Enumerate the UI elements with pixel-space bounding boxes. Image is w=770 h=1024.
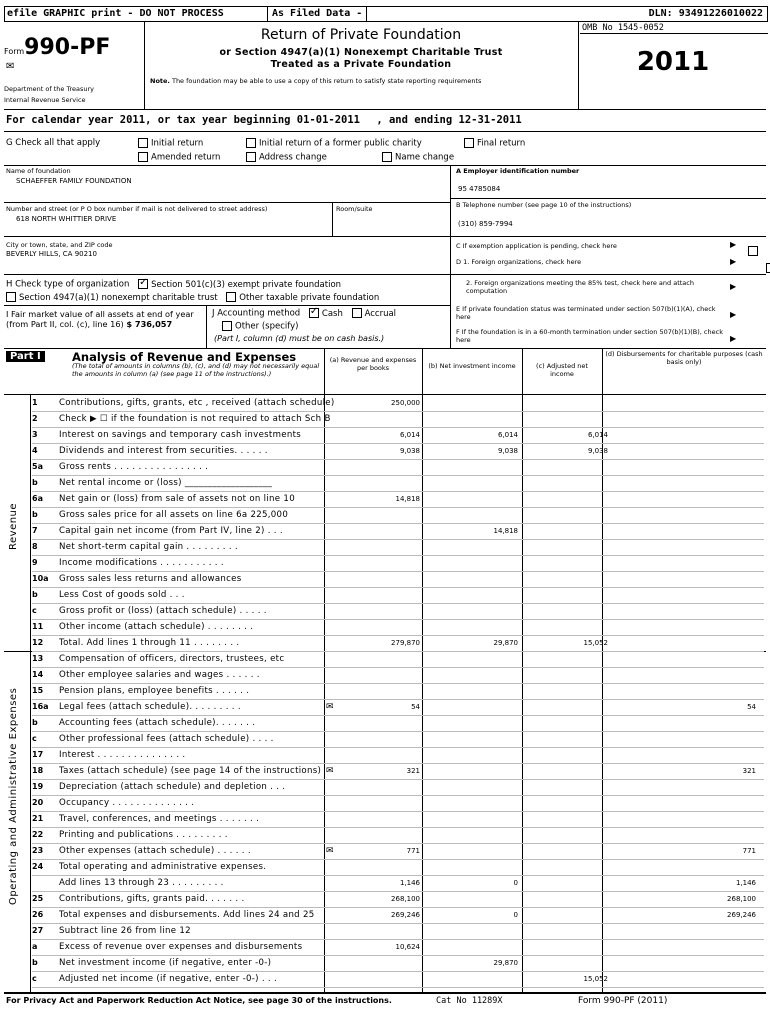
table-row xyxy=(32,555,764,571)
note-label: Note. xyxy=(150,77,170,85)
line-number: b xyxy=(32,958,38,967)
line-number: c xyxy=(32,734,37,743)
d1-arrow-icon: ▶ xyxy=(730,257,737,266)
checkbox-checked-icon[interactable] xyxy=(138,279,148,289)
part1-tag: Part I xyxy=(6,351,45,362)
col-a-value: 268,100 xyxy=(391,895,420,903)
city-value: BEVERLY HILLS, CA 90210 xyxy=(6,250,97,258)
col-b-header: (b) Net investment income xyxy=(428,362,516,370)
table-row xyxy=(32,971,764,987)
line-label: Gross profit or (loss) (attach schedule) . . . . . xyxy=(59,606,267,616)
part1-title: Analysis of Revenue and Expenses xyxy=(72,350,297,364)
section-i xyxy=(6,309,202,329)
checkbox-icon[interactable] xyxy=(352,308,362,318)
org-name: SCHAEFFER FAMILY FOUNDATION xyxy=(16,177,132,185)
table-row xyxy=(32,843,764,859)
side-label-revenue: Revenue xyxy=(8,502,19,550)
line-label: Net short-term capital gain . . . . . . . . . xyxy=(59,542,238,552)
table-row xyxy=(32,891,764,907)
line-number: 22 xyxy=(32,830,44,839)
part1-note: (The total of amounts in columns (b), (c), and (d) may not necessarily equal the amounts in column (a) (see page 11 of the instructions).) xyxy=(72,362,320,378)
col-b-value: 29,870 xyxy=(493,959,518,967)
line-number: 3 xyxy=(32,430,38,439)
table-row xyxy=(32,795,764,811)
dept-irs: Internal Revenue Service xyxy=(4,96,86,104)
col-a-value: 1,146 xyxy=(399,879,420,887)
table-row xyxy=(32,827,764,843)
attachment-icon[interactable]: ✉ xyxy=(326,702,334,712)
table-row xyxy=(32,395,764,411)
line-label: Capital gain net income (from Part IV, line 2) . . . xyxy=(59,526,283,536)
line-number: 7 xyxy=(32,526,38,535)
tax-year: 2011 xyxy=(636,47,710,77)
table-row xyxy=(32,939,764,955)
table-row xyxy=(32,491,764,507)
check-all-section xyxy=(6,136,766,164)
line-label: Other professional fees (attach schedule) . . . . xyxy=(59,734,274,744)
line-number: c xyxy=(32,606,37,615)
chk-name-change[interactable] xyxy=(382,152,454,163)
checkbox-icon[interactable] xyxy=(246,138,256,148)
col-c-value: 15,052 xyxy=(583,639,608,647)
line-label: Total expenses and disbursements. Add lines 24 and 25 xyxy=(59,910,315,920)
org-name-label: Name of foundation xyxy=(6,167,71,175)
checkbox-icon[interactable] xyxy=(464,138,474,148)
checkbox-icon[interactable] xyxy=(226,292,236,302)
col-a-header: (a) Revenue and expenses per books xyxy=(329,356,417,372)
f-arrow-icon: ▶ xyxy=(730,334,737,343)
d1-checkbox[interactable] xyxy=(766,263,770,273)
line-number: 5a xyxy=(32,462,43,471)
d2-label: 2. Foreign organizations meeting the 85% test, check here and attach computation xyxy=(466,279,694,295)
col-b-value: 9,038 xyxy=(497,447,518,455)
option-label: Section 501(c)(3) exempt private foundation xyxy=(151,279,342,290)
line-label: Depreciation (attach schedule) and depletion . . . xyxy=(59,782,286,792)
line-label: Total. Add lines 1 through 11 . . . . . . . . xyxy=(59,638,240,648)
line-label: Net rental income or (loss) ___________________ xyxy=(59,478,273,488)
form-title: Return of Private Foundation xyxy=(260,27,462,43)
line-label: Occupancy . . . . . . . . . . . . . . xyxy=(59,798,195,808)
h-label: H Check type of organization xyxy=(6,279,130,290)
col-a-value: 269,246 xyxy=(391,911,420,919)
efile-icon: ✉ xyxy=(6,61,15,72)
line-label: Net investment income (if negative, enter -0-) xyxy=(59,958,272,968)
option-label: Section 4947(a)(1) nonexempt charitable trust xyxy=(19,292,218,303)
table-row xyxy=(32,651,764,667)
filed-label: As Filed Data - xyxy=(267,7,367,21)
line-label: Interest on savings and temporary cash investments xyxy=(59,430,302,440)
line-label: Total operating and administrative expenses. xyxy=(59,862,267,872)
col-b-value: 0 xyxy=(513,911,518,919)
line-label: Contributions, gifts, grants, etc , received (attach schedule) xyxy=(59,398,335,408)
top-bar xyxy=(4,6,768,22)
line-label: Pension plans, employee benefits . . . . . . xyxy=(59,686,250,696)
form-subtitle-1: or Section 4947(a)(1) Nonexempt Charitable Trust xyxy=(219,47,503,58)
h-opt2[interactable] xyxy=(6,293,218,303)
line-number: 6a xyxy=(32,494,43,503)
j-cash[interactable] xyxy=(309,309,343,319)
line-number: 13 xyxy=(32,654,44,663)
line-label: Adjusted net income (if negative, enter -0-) . . . xyxy=(59,974,277,984)
checkbox-icon[interactable] xyxy=(222,321,232,331)
line-number: 26 xyxy=(32,910,44,919)
line-label: Other income (attach schedule) . . . . . . . . xyxy=(59,622,254,632)
table-row xyxy=(32,731,764,747)
table-row xyxy=(32,507,764,523)
line-label: Interest . . . . . . . . . . . . . . . xyxy=(59,750,186,760)
line-label: Contributions, gifts, grants paid. . . . . . . xyxy=(59,894,245,904)
line-number: 19 xyxy=(32,782,44,791)
chk-amended-return[interactable] xyxy=(138,152,220,163)
table-row xyxy=(32,875,764,891)
table-row xyxy=(32,747,764,763)
chk-address-change[interactable] xyxy=(246,152,327,163)
section-h xyxy=(6,279,446,290)
table-row xyxy=(32,763,764,779)
table-row xyxy=(32,539,764,555)
table-row xyxy=(32,427,764,443)
checkbox-icon[interactable] xyxy=(6,292,16,302)
checkbox-icon[interactable] xyxy=(246,152,256,162)
line-label: Travel, conferences, and meetings . . . . . . . xyxy=(59,814,260,824)
street-value: 618 NORTH WHITTIER DRIVE xyxy=(16,215,117,223)
line-number: 15 xyxy=(32,686,44,695)
line-number: 21 xyxy=(32,814,44,823)
city-label: City or town, state, and ZIP code xyxy=(6,241,113,249)
line-label: Check ▶ ☐ if the foundation is not required to attach Sch B xyxy=(59,414,331,424)
line-number: 16a xyxy=(32,702,49,711)
col-d-value: 771 xyxy=(742,847,756,855)
line-label: Subtract line 26 from line 12 xyxy=(59,926,191,936)
col-a-value: 10,624 xyxy=(395,943,420,951)
c-checkbox[interactable] xyxy=(748,246,758,256)
footer-cat: Cat No 11289X xyxy=(436,996,503,1006)
line-number: 20 xyxy=(32,798,44,807)
line-number: 1 xyxy=(32,398,38,407)
col-c-value: 9,038 xyxy=(587,447,608,455)
line-number: 8 xyxy=(32,542,38,551)
line-number: b xyxy=(32,590,38,599)
line-number: 9 xyxy=(32,558,38,567)
note-text: The foundation may be able to use a copy of this return to satisfy state reporting requirements xyxy=(171,77,482,85)
col-c-header: (c) Adjusted net income xyxy=(536,362,588,378)
option-label: Amended return xyxy=(151,152,221,163)
side-label-expenses: Operating and Administrative Expenses xyxy=(8,687,19,905)
option-label: Other (specify) xyxy=(235,321,299,332)
col-b-value: 6,014 xyxy=(497,431,518,439)
attachment-icon[interactable]: ✉ xyxy=(326,766,334,776)
table-row xyxy=(32,411,764,427)
table-row xyxy=(32,459,764,475)
col-d-value: 54 xyxy=(747,703,756,711)
line-number: b xyxy=(32,510,38,519)
footer-form: Form 990-PF (2011) xyxy=(578,996,668,1006)
line-label: Excess of revenue over expenses and disbursements xyxy=(59,942,303,952)
option-label: Initial return xyxy=(151,138,204,149)
line-number: b xyxy=(32,718,38,727)
col-a-value: 9,038 xyxy=(399,447,420,455)
line-number: 4 xyxy=(32,446,38,455)
line-number: 12 xyxy=(32,638,44,647)
j-accrual[interactable] xyxy=(352,309,396,319)
f-label: F If the foundation is in a 60-month termination under section 507(b)(1)(B), check here xyxy=(456,328,723,344)
line-number: 11 xyxy=(32,622,44,631)
line-label: Compensation of officers, directors, trustees, etc xyxy=(59,654,285,664)
line-label: Add lines 13 through 23 . . . . . . . . . xyxy=(59,878,224,888)
table-row xyxy=(32,683,764,699)
line-number: 14 xyxy=(32,670,44,679)
form-word: Form xyxy=(4,47,25,56)
table-row xyxy=(32,955,764,971)
table-row xyxy=(32,699,764,715)
table-row xyxy=(32,635,764,651)
phone-value: (310) 859-7994 xyxy=(458,220,513,228)
form-id xyxy=(4,35,110,60)
col-d-header: (d) Disbursements for charitable purposes (cash basis only) xyxy=(605,350,763,366)
check-all-label: G Check all that apply xyxy=(6,138,101,148)
option-label: Initial return of a former public charity xyxy=(259,138,422,149)
option-label: Address change xyxy=(259,152,327,163)
dln-label: DLN: 93491226010022 xyxy=(648,8,763,19)
line-number: 25 xyxy=(32,894,44,903)
i-label: I Fair market value of all assets at end of year (from Part II, col. (c), line 16) xyxy=(6,309,194,329)
line-label: Income modifications . . . . . . . . . . . xyxy=(59,558,224,568)
efile-label: efile GRAPHIC print - DO NOT PROCESS xyxy=(7,8,224,19)
table-row xyxy=(32,907,764,923)
line-label: Taxes (attach schedule) (see page 14 of the instructions) xyxy=(59,766,322,776)
col-c-value: 6,014 xyxy=(587,431,608,439)
j-note: (Part I, column (d) must be on cash basis.) xyxy=(214,334,385,343)
j-label: J Accounting method xyxy=(212,308,301,319)
table-row xyxy=(32,603,764,619)
calendar-year-line xyxy=(6,114,522,126)
h-opt3[interactable] xyxy=(226,293,379,303)
line-label: Other employee salaries and wages . . . . . . xyxy=(59,670,260,680)
line-label: Gross sales less returns and allowances xyxy=(59,574,242,584)
line-number: 24 xyxy=(32,862,44,871)
line-number: 23 xyxy=(32,846,44,855)
line-label: Less Cost of goods sold . . . xyxy=(59,590,185,600)
table-row xyxy=(32,443,764,459)
checkbox-checked-icon[interactable] xyxy=(309,308,319,318)
ein-value: 95 4785084 xyxy=(458,185,501,193)
calendar-suffix: , and ending 12-31-2011 xyxy=(376,114,522,126)
line-label: Printing and publications . . . . . . . . . xyxy=(59,830,228,840)
table-row xyxy=(32,587,764,603)
checkbox-icon[interactable] xyxy=(138,152,148,162)
line-number: 10a xyxy=(32,574,49,583)
ein-label: A Employer identification number xyxy=(456,167,580,175)
chk-final-return[interactable] xyxy=(464,138,525,149)
table-row xyxy=(32,619,764,635)
option-label: Name change xyxy=(395,152,455,163)
col-d-value: 1,146 xyxy=(735,879,756,887)
form-header xyxy=(4,21,766,109)
line-number: c xyxy=(32,974,37,983)
section-h-row2 xyxy=(6,292,446,303)
c-arrow-icon: ▶ xyxy=(730,240,737,249)
line-number: 27 xyxy=(32,926,44,935)
line-label: Dividends and interest from securities. . . . . . xyxy=(59,446,268,456)
col-a-value: 6,014 xyxy=(399,431,420,439)
line-number: b xyxy=(32,478,38,487)
table-row xyxy=(32,475,764,491)
chk-initial-return[interactable] xyxy=(138,138,203,149)
col-a-value: 279,870 xyxy=(391,639,420,647)
j-other[interactable] xyxy=(222,321,298,332)
table-row xyxy=(32,923,764,939)
e-arrow-icon: ▶ xyxy=(730,310,737,319)
table-row xyxy=(32,715,764,731)
form-number: 990-PF xyxy=(24,35,111,60)
footer-privacy: For Privacy Act and Paperwork Reduction Act Notice, see page 30 of the instructions. xyxy=(6,996,392,1005)
col-a-value: 14,818 xyxy=(395,495,420,503)
col-b-value: 29,870 xyxy=(493,639,518,647)
omb-number: OMB No 1545-0052 xyxy=(580,23,768,34)
col-b-value: 0 xyxy=(513,879,518,887)
i-value: $ 736,057 xyxy=(126,319,173,329)
calendar-prefix: For calendar year 2011, or tax year beginning 01-01-2011 xyxy=(6,114,361,126)
option-label: Cash xyxy=(321,308,343,319)
row-divider xyxy=(32,987,764,988)
phone-label: B Telephone number (see page 10 of the instructions) xyxy=(456,201,632,209)
table-row xyxy=(32,667,764,683)
table-row xyxy=(32,779,764,795)
dept-treasury: Department of the Treasury xyxy=(4,85,95,93)
col-b-value: 14,818 xyxy=(493,527,518,535)
col-a-value: 321 xyxy=(406,767,420,775)
room-label: Room/suite xyxy=(336,205,373,213)
d1-label: D 1. Foreign organizations, check here xyxy=(456,258,582,266)
col-d-value: 268,100 xyxy=(727,895,756,903)
table-row xyxy=(32,811,764,827)
line-label: Gross rents . . . . . . . . . . . . . . . . xyxy=(59,462,209,472)
form-note xyxy=(150,77,481,85)
line-number: 18 xyxy=(32,766,44,775)
line-label: Accounting fees (attach schedule). . . . . . . xyxy=(59,718,256,728)
line-label: Other expenses (attach schedule) . . . . . . xyxy=(59,846,251,856)
h-opt1[interactable] xyxy=(138,280,341,290)
table-row xyxy=(32,523,764,539)
option-label: Final return xyxy=(477,138,526,149)
chk-initial-former[interactable] xyxy=(246,138,422,149)
form-subtitle-2: Treated as a Private Foundation xyxy=(270,59,452,70)
e-label: E If private foundation status was terminated under section 507(b)(1)(A), check here xyxy=(456,305,716,321)
table-row xyxy=(32,571,764,587)
d2-arrow-icon: ▶ xyxy=(730,282,737,291)
col-a-value: 250,000 xyxy=(391,399,420,407)
col-d-value: 321 xyxy=(742,767,756,775)
street-label: Number and street (or P O box number if mail is not delivered to street address) xyxy=(6,205,268,213)
col-c-value: 15,052 xyxy=(583,975,608,983)
table-row xyxy=(32,859,764,875)
attachment-icon[interactable]: ✉ xyxy=(326,846,334,856)
col-d-value: 269,246 xyxy=(727,911,756,919)
checkbox-icon[interactable] xyxy=(138,138,148,148)
col-a-value: 771 xyxy=(406,847,420,855)
line-number: 2 xyxy=(32,414,38,423)
line-label: Gross sales price for all assets on line 6a 225,000 xyxy=(59,510,289,520)
checkbox-icon[interactable] xyxy=(382,152,392,162)
c-label: C If exemption application is pending, check here xyxy=(456,242,617,250)
line-number: 17 xyxy=(32,750,44,759)
line-label: Net gain or (loss) from sale of assets not on line 10 xyxy=(59,494,295,504)
section-j xyxy=(212,308,448,319)
col-a-value: 54 xyxy=(411,703,420,711)
line-label: Legal fees (attach schedule). . . . . . . . . xyxy=(59,702,241,712)
line-number: a xyxy=(32,942,38,951)
option-label: Accrual xyxy=(364,308,397,319)
option-label: Other taxable private foundation xyxy=(239,292,380,303)
